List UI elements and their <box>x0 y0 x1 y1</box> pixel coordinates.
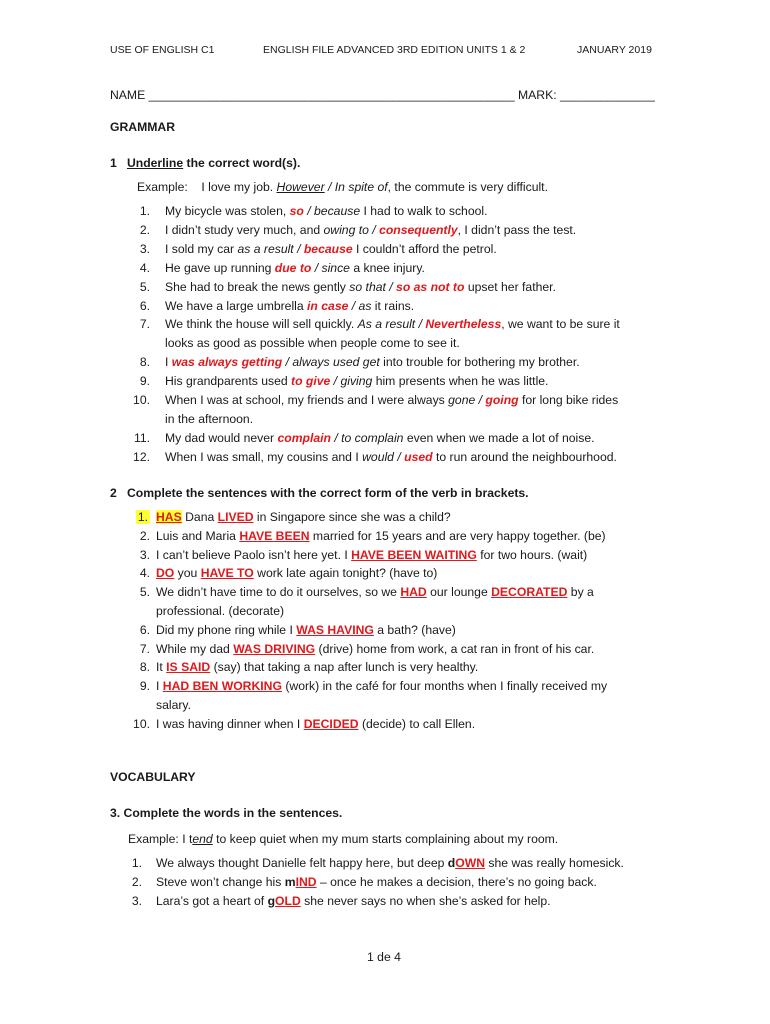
vocabulary-heading: VOCABULARY <box>110 770 196 784</box>
item-number: 3. <box>139 241 150 256</box>
given-letter: d <box>447 856 456 870</box>
list-item <box>165 317 620 331</box>
list-item <box>156 875 597 889</box>
header-book: ENGLISH FILE ADVANCED 3RD EDITION UNITS 1 & 2 <box>263 44 526 56</box>
item-number: 1. <box>131 856 142 870</box>
sentence-text: She had to break the news gently <box>165 279 350 294</box>
item-number: 8. <box>139 355 150 370</box>
item-number: 9. <box>139 374 150 389</box>
item-number: 3. <box>131 894 142 908</box>
list-item <box>165 374 548 388</box>
item-number: 4. <box>139 260 150 275</box>
item-number: 4. <box>139 566 150 581</box>
sentence-text: I <box>165 355 172 370</box>
sentence-text: it rains. <box>371 298 415 313</box>
answer-text: IND <box>295 875 317 889</box>
sentence-text: Luis and Maria <box>156 528 240 543</box>
sentence-text: (drive) home from work, a cat ran in front of his car. <box>315 641 595 656</box>
given-letter: g <box>267 894 276 908</box>
answer-text: HAD <box>400 585 427 600</box>
option-text: so that / <box>349 279 397 294</box>
list-item <box>165 393 618 407</box>
list-item <box>156 510 451 524</box>
sentence-text: (decide) to call Ellen. <box>358 716 476 731</box>
sentence-text: professional. (decorate) <box>156 604 285 618</box>
sentence-text: you <box>174 566 201 581</box>
option-text: gone / <box>448 393 486 407</box>
item-number: 8. <box>139 660 150 675</box>
highlight-mark: 1. <box>137 510 148 524</box>
list-item <box>165 204 487 218</box>
sentence-text: My bicycle was stolen, <box>165 204 290 218</box>
sentence-text: I sold my car <box>165 241 238 256</box>
sentence-text: Steve won’t change his <box>156 875 285 889</box>
sentence-text: for two hours. (wait) <box>476 547 588 562</box>
list-item-continuation <box>165 412 253 426</box>
sentence-text: We didn’t have time to do it ourselves, so we <box>156 585 401 600</box>
item-number: 2. <box>139 528 150 543</box>
example3-post: to keep quiet when my mum starts complaining about my room. <box>212 832 559 846</box>
sentence-text: We always thought Danielle felt happy here, but deep <box>156 856 448 870</box>
header-date: JANUARY 2019 <box>577 44 652 56</box>
sentence-text: looks as good as possible when people come to see it. <box>165 336 460 351</box>
header-course: USE OF ENGLISH C1 <box>110 44 215 56</box>
sentence-text: Dana <box>181 510 218 524</box>
sentence-text: I can’t believe Paolo isn’t here yet. I <box>156 547 352 562</box>
exercise-3-title: 3. Complete the words in the sentences. <box>110 806 343 820</box>
sentence-text: a knee injury. <box>349 260 425 275</box>
option-text: would / <box>362 449 405 464</box>
sentence-text: Did my phone ring while I <box>156 622 297 637</box>
item-number: 10. <box>133 393 150 407</box>
exercise-3-example <box>128 832 558 846</box>
example-post: , the commute is very difficult. <box>387 180 548 194</box>
answer-text: OLD <box>275 894 301 908</box>
sentence-text: My dad would never <box>165 430 278 445</box>
sentence-text: Lara’s got a heart of <box>156 894 268 908</box>
answer-text: DO <box>156 566 175 581</box>
answer-choice: going <box>485 393 519 407</box>
sentence-text: It <box>156 660 167 675</box>
answer-choice: to give <box>291 374 331 389</box>
item-number <box>118 510 150 524</box>
example-pre: I love my job. <box>201 180 277 194</box>
sentence-text: upset her father. <box>464 279 556 294</box>
exercise-2-number: 2 <box>110 486 117 500</box>
answer-choice: Nevertheless <box>425 317 502 332</box>
option-text: as a result / <box>237 241 304 256</box>
sentence-text: We have a large umbrella <box>165 298 308 313</box>
list-item <box>156 566 437 580</box>
list-item <box>165 280 556 294</box>
list-item <box>165 450 617 464</box>
list-item <box>156 585 594 599</box>
answer-text: DECORATED <box>491 585 568 600</box>
exercise-1-keyword: Underline <box>126 156 184 170</box>
item-number: 1. <box>139 204 150 218</box>
item-number: 3. <box>139 547 150 562</box>
answer-text: HAVE BEEN <box>239 528 310 543</box>
sentence-text: to run around the neighbourhood. <box>432 449 617 464</box>
answer-text: IS SAID <box>166 660 211 675</box>
example-answer: However <box>276 180 325 194</box>
list-item-continuation <box>156 698 191 712</box>
answer-text: DECIDED <box>303 716 359 731</box>
answer-text: HAVE BEEN WAITING <box>351 547 477 562</box>
list-item <box>156 548 587 562</box>
list-item <box>156 660 478 674</box>
sentence-text: When I was at school, my friends and I were always <box>165 393 449 407</box>
given-letter: m <box>284 875 296 889</box>
item-number: 9. <box>139 679 150 694</box>
answer-choice: so <box>289 204 304 218</box>
sentence-text: she was really homesick. <box>485 856 624 870</box>
answer-text: WAS DRIVING <box>233 641 316 656</box>
grammar-heading: GRAMMAR <box>110 120 175 134</box>
sentence-text: When I was small, my cousins and I <box>165 449 363 464</box>
item-number: 5. <box>139 279 150 294</box>
answer-text: LIVED <box>217 510 254 524</box>
sentence-text: by a <box>567 585 594 600</box>
sentence-text: into trouble for bothering my brother. <box>379 355 580 370</box>
sentence-text: I <box>156 679 163 694</box>
list-item <box>156 856 624 870</box>
answer-choice: due to <box>274 260 312 275</box>
sentence-text: I didn’t study very much, and <box>165 222 324 237</box>
sentence-text: , we want to be sure it <box>501 317 620 332</box>
sentence-text: our lounge <box>426 585 492 600</box>
exercise-1-number: 1 <box>110 156 117 170</box>
sentence-text: We think the house will sell quickly. <box>165 317 358 332</box>
sentence-text: While my dad <box>156 641 234 656</box>
sentence-text: salary. <box>156 698 191 712</box>
example3-pre: Example: I t <box>128 832 193 846</box>
option-text: / as <box>348 298 372 313</box>
list-item <box>165 355 580 369</box>
answer-choice: was always getting <box>171 355 283 370</box>
sentence-text: (work) in the café for four months when I finally received my <box>281 679 608 694</box>
exercise-2-title <box>110 486 529 500</box>
list-item <box>156 717 475 731</box>
option-text: / giving <box>330 374 373 389</box>
example3-answer: end <box>192 832 213 846</box>
item-number: 7. <box>139 317 150 332</box>
answer-text: HAD BEN WORKING <box>162 679 282 694</box>
list-item-continuation <box>156 604 284 618</box>
sentence-text: even when we made a lot of noise. <box>403 430 595 445</box>
list-item <box>156 894 551 908</box>
option-text: / to complain <box>330 430 404 445</box>
answer-choice: because <box>303 241 353 256</box>
example-option: / In spite of <box>324 180 388 194</box>
sentence-text: (say) that taking a nap after lunch is very healthy. <box>210 660 479 675</box>
answer-choice: in case <box>307 298 349 313</box>
sentence-text: His grandparents used <box>165 374 292 389</box>
answer-text: HAVE TO <box>200 566 254 581</box>
item-number: 11. <box>133 430 150 445</box>
answer-choice: used <box>404 449 433 464</box>
item-number: 7. <box>139 641 150 656</box>
answer-choice: complain <box>277 430 331 445</box>
item-number: 10. <box>133 716 150 731</box>
item-number: 6. <box>139 622 150 637</box>
answer-choice: consequently <box>379 222 458 237</box>
sentence-text: she never says no when she’s asked for help. <box>300 894 551 908</box>
sentence-text: I had to walk to school. <box>360 204 488 218</box>
answer-text: HAS <box>156 510 182 524</box>
list-item <box>165 242 497 256</box>
sentence-text: – once he makes a decision, there’s no going back. <box>316 875 597 889</box>
page-number: 1 de 4 <box>367 950 401 964</box>
exercise-1-title-rest: the correct word(s). <box>183 156 301 170</box>
exercise-2-title-text: Complete the sentences with the correct form of the verb in brackets. <box>126 486 529 500</box>
exercise-1-example <box>137 180 548 194</box>
item-number: 2. <box>139 222 150 237</box>
list-item <box>156 642 594 656</box>
sentence-text: him presents when he was little. <box>372 374 549 389</box>
list-item <box>165 223 576 237</box>
exercise-1-title <box>110 156 300 170</box>
sentence-text: married for 15 years and are very happy together. (be) <box>309 528 606 543</box>
answer-choice: so as not to <box>396 279 465 294</box>
option-text: / since <box>311 260 350 275</box>
list-item <box>165 431 595 445</box>
list-item <box>165 299 414 313</box>
name-mark-line: NAME ______________________________________________________ MARK: ______________ <box>110 88 655 102</box>
sentence-text: a bath? (have) <box>373 622 456 637</box>
sentence-text: I was having dinner when I <box>156 716 304 731</box>
answer-text: OWN <box>455 856 486 870</box>
sentence-text: , I didn’t pass the test. <box>457 222 577 237</box>
list-item-continuation <box>165 336 460 350</box>
answer-text: WAS HAVING <box>296 622 374 637</box>
sentence-text: in Singapore since she was a child? <box>253 510 451 524</box>
sentence-text: I couldn’t afford the petrol. <box>352 241 497 256</box>
item-number: 6. <box>139 298 150 313</box>
list-item <box>156 529 606 543</box>
option-text: owing to / <box>323 222 380 237</box>
sentence-text: in the afternoon. <box>165 411 254 426</box>
example-label: Example: <box>137 180 188 194</box>
item-number: 2. <box>131 875 142 889</box>
sentence-text: for long bike rides <box>518 393 619 407</box>
list-item <box>156 623 456 637</box>
item-number: 12. <box>133 449 150 464</box>
list-item <box>165 261 425 275</box>
sentence-text: work late again tonight? (have to) <box>253 566 438 581</box>
list-item <box>156 679 607 693</box>
option-text: / always used get <box>282 355 380 370</box>
option-text: / because <box>303 204 361 218</box>
item-number: 5. <box>139 585 150 600</box>
option-text: As a result / <box>357 317 426 332</box>
sentence-text: He gave up running <box>165 260 275 275</box>
